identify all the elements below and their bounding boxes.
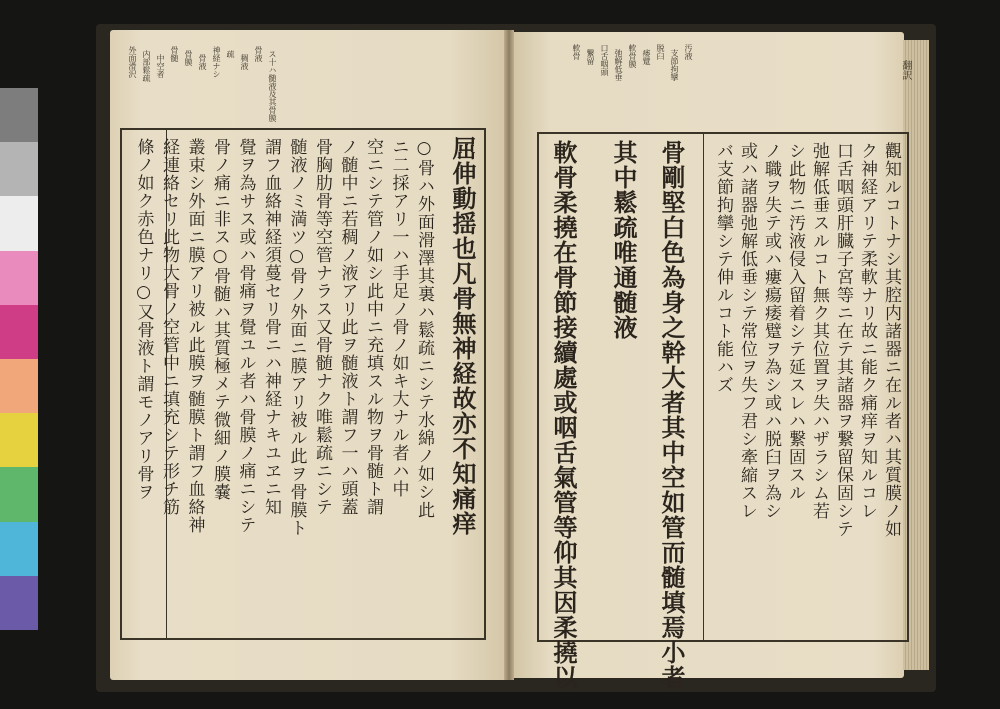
marginal-note: 骨液 [254, 46, 263, 62]
right-text-frame [537, 132, 909, 690]
text-column: ニ二採アリ一ハ手足ノ骨ノ如キ大ナル者ハ中 [388, 138, 409, 498]
marginal-note: 骨膜 [184, 50, 193, 66]
marginal-note: ス十ハ髄液及其骨膜 [268, 50, 277, 122]
calibration-swatch [0, 522, 38, 576]
marginal-note: 弛解低垂 [614, 49, 623, 81]
text-column: 或ハ諸器弛解低垂シテ常位ヲ失フ君シ牽縮スレ [737, 142, 757, 520]
text-column: ○骨ハ外面滑澤其裏ハ鬆疏ニシテ水綿ノ如シ此 [414, 138, 434, 519]
text-column: 骨ノ痛ニ非ス○骨髄ハ其質極メテ微細ノ膜嚢 [210, 138, 230, 501]
marginal-note: 脱臼 [656, 44, 665, 60]
heading-column: 其中鬆疏唯通髄液 [609, 140, 638, 340]
marginal-note: 内部鬆疏 [142, 50, 151, 82]
marginal-note: 口舌咽頭 [600, 44, 609, 76]
marginal-note: 疏 [226, 50, 235, 58]
marginal-note: 神経ナシ [212, 46, 221, 78]
text-column: 髄液ノミ満ツ○骨ノ外面ニ膜アリ被ル此ヲ骨膜ト [286, 138, 307, 537]
heading-column: 骨剛堅白色為身之幹大者其中空如管而髄填焉小者 [657, 140, 686, 690]
text-column: ク神経アリテ柔軟ナリ故ニ能ク痛痒ヲ知ルコレ [857, 142, 877, 520]
text-column: 骨胸肋骨等空管ナラス又骨髄ナク唯鬆疏ニシテ [312, 138, 332, 516]
text-column: 経連絡セリ此物大骨ノ空管中ニ填充シテ形チ筋 [159, 138, 179, 516]
marginal-note: 軟骨 [572, 44, 581, 60]
color-calibration-strip [0, 88, 38, 576]
calibration-swatch [0, 413, 38, 467]
calibration-swatch [0, 142, 38, 196]
calibration-swatch [0, 251, 38, 305]
calibration-swatch [0, 88, 38, 142]
marginal-note: 外面滑沢 [128, 46, 137, 78]
text-column: ノ髄中ニ若稠ノ液アリ此ヲ髄液ト謂フ一ハ頭蓋 [337, 138, 358, 516]
heading-column: 屈伸動揺也凡骨無神経故亦不知痛痒 [448, 136, 477, 536]
text-column: 叢束シ外面ニ膜アリ被ル此膜ヲ髄膜ト謂フ血絡神 [184, 138, 205, 534]
text-column: シ此物ニ汚液侵入留着シテ延スレハ繋固スル [785, 142, 805, 502]
text-column: ノ職ヲ失テ或ハ瘻瘍痿躄ヲ為シ或ハ脱臼ヲ為シ [761, 142, 781, 520]
column-divider [703, 134, 704, 640]
text-column: 覺ヲ為サス或ハ骨痛ヲ覺ユル者ハ骨膜ノ痛ニシテ [235, 138, 256, 534]
marginal-note: 稠液 [240, 54, 249, 70]
calibration-swatch [0, 196, 38, 250]
running-head: 翻訳 [900, 60, 911, 80]
marginal-note: 骨髄 [170, 46, 179, 62]
text-column: 空ニシテ管ノ如シ此中ニ充填スル物ヲ骨髄ト謂 [363, 138, 383, 516]
marginal-note: 支節拘攣 [670, 49, 679, 81]
text-column: 弛解低垂スルコト無ク其位置ヲ失ハザラシム若 [809, 142, 829, 520]
text-column: 觀知ルコトナシ其腔内諸器ニ在ル者ハ其質膜ノ如 [881, 142, 901, 538]
calibration-swatch [0, 467, 38, 521]
calibration-swatch [0, 576, 38, 630]
text-column: バ支節拘攣シテ伸ルコト能ハズ [713, 142, 733, 394]
marginal-note: 中空者 [156, 54, 165, 78]
heading-column: 軟骨柔撓在骨節接續處或咽舌氣管等仰其因柔撓以 [549, 140, 578, 690]
marginal-note: 軟骨膜 [628, 44, 637, 68]
marginal-note: 骨液 [198, 54, 207, 70]
calibration-swatch [0, 359, 38, 413]
gutter [504, 30, 514, 680]
marginal-note: 痿躄 [642, 49, 651, 65]
text-column: 條ノ如ク赤色ナリ○又骨液ト謂モノアリ骨ヲ [133, 138, 154, 501]
left-text-frame [120, 128, 486, 640]
marginal-note: 繋留 [586, 49, 595, 65]
text-column: 謂フ血絡神経須蔓セリ骨ニハ神経ナキユヱニ知 [261, 138, 281, 516]
text-column: 口舌咽頭肝臓子宮等ニ在テ其諸器ヲ繋留保固シテ [833, 142, 853, 538]
marginal-note: 汚液 [684, 44, 693, 60]
calibration-swatch [0, 305, 38, 359]
